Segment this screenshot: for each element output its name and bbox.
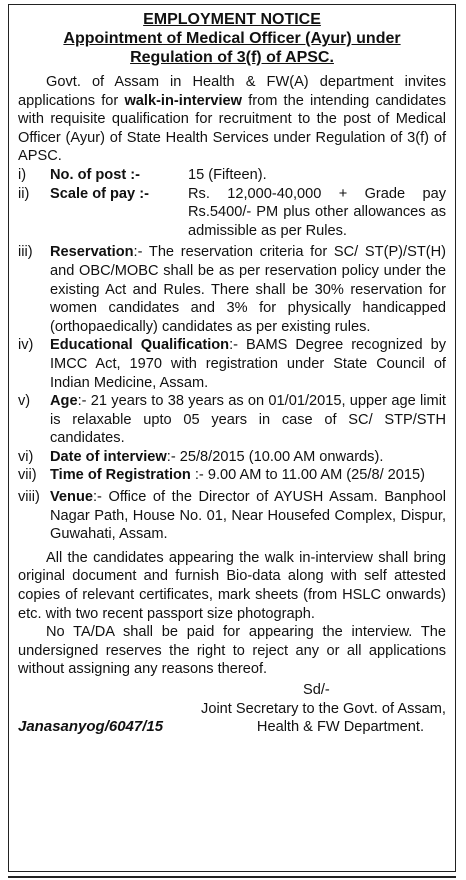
item-label: Date of interview [50,448,167,465]
item-number: viii) [18,489,40,506]
notice-title: EMPLOYMENT NOTICE [143,11,321,28]
item-text: 15 (Fifteen). [188,166,267,183]
item-time-of-registration [18,466,446,485]
item-age [18,392,446,448]
item-text: Rs. 12,000-40,000 + Grade pay Rs.5400/- PM plus other allowances as admissible as per Rules. [188,185,446,239]
item-educational-qualification [18,336,446,392]
intro-paragraph [18,73,446,166]
subtitle-line-1: Appointment of Medical Officer (Ayur) under [63,30,401,47]
item-number: iii) [18,244,33,261]
documents-paragraph: All the candidates appearing the walk in-interview shall bring original document and furnish Bio-data along with self attested copies of relevant certificates, mark sheets (from HSLC onwards) etc. with two recent passport size photograph. [18,549,446,622]
notice-subtitle [18,29,446,67]
item-number-of-posts [18,166,446,185]
intro-text-b: from the intending candidates with requisite qualification for recruitment to the post of Medical Officer (Ayur) of State Health Services under Regulation of 3(f) of APSC. [18,92,446,165]
item-label: Educational Qualification [50,337,230,354]
item-text: :- 9.00 AM to 11.00 AM (25/8/ 2015) [190,467,426,484]
subtitle-line-2: Regulation of 3(f) of APSC. [130,49,334,66]
item-number: vi) [18,448,34,465]
item-number: vii) [18,467,37,484]
intro-bold: walk-in-interview [124,92,243,109]
item-scale-of-pay [18,185,446,241]
item-date-of-interview [18,448,446,467]
bottom-rule [8,876,456,878]
signatory-line-2: Health & FW Department. [256,719,424,736]
item-text: :- The reservation criteria for SC/ ST(P)/ST(H) and OBC/MOBC shall be as per reservation policy under the existing Act and Rules. There shall be 30% reservation for women candidates and 3% for physically handicapped (orthopaedically) candidates as per existing rules. [50,244,446,335]
item-number: i) [18,166,27,183]
item-label: No. of post :- [50,166,140,183]
reference-number: Janasanyog/6047/15 [18,718,164,736]
ta-da-paragraph: No TA/DA shall be paid for appearing the interview. The undersigned reserves the right to reject any or all applications without assigning any reasons thereof. [18,624,446,678]
item-number: ii) [18,185,30,202]
item-text: :- 21 years to 38 years as on 01/01/2015, upper age limit is relaxable upto 05 years in case of SC/ STP/STH candidates. [50,393,446,447]
item-text: :- BAMS Degree recognized by IMCC Act, 1970 with registration under State Council of Indian Medicine, Assam. [50,337,446,391]
item-number: iv) [18,337,34,354]
signature-sd: Sd/- [303,682,330,698]
item-label: Reservation [50,244,134,261]
signatory-line-1-row [18,700,446,719]
item-label: Scale of pay :- [50,185,149,202]
item-venue [18,488,446,544]
signatory-line-2-row [18,718,446,737]
signatory-line-1: Joint Secretary to the Govt. of Assam, [201,700,446,717]
item-label: Age [50,393,78,410]
item-text: :- 25/8/2015 (10.00 AM onwards). [166,448,384,465]
item-label: Venue [50,489,93,506]
item-number: v) [18,393,31,410]
intro-text-a: Govt. of Assam in Health & FW(A) department invites applications for [18,74,446,109]
item-label: Time of Registration [50,467,191,484]
employment-notice [8,4,456,872]
item-text: :- Office of the Director of AYUSH Assam. Banphool Nagar Path, House No. 01, Near Housefed Complex, Dispur, Guwahati, Assam. [50,489,446,543]
item-reservation [18,243,446,336]
